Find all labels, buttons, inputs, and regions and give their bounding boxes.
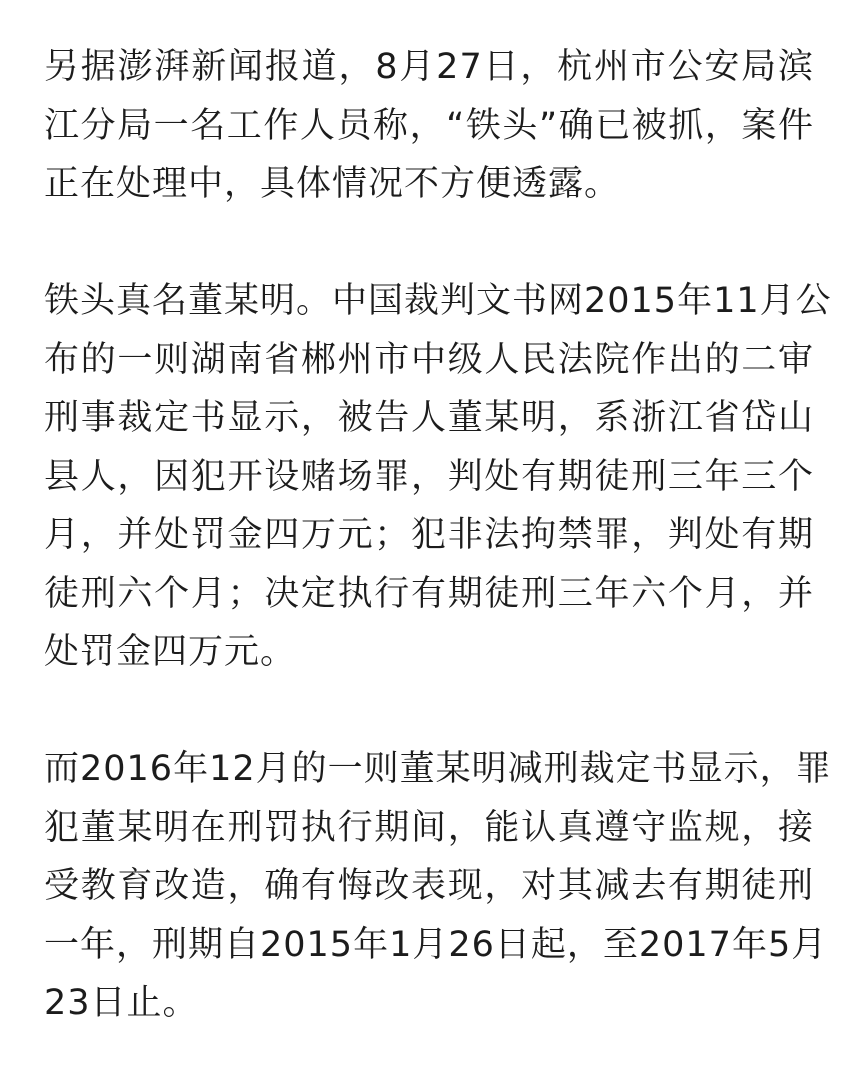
- paragraph-sentence-reduction-2016: [44, 740, 832, 1033]
- paragraph-court-ruling-2015: [44, 272, 832, 682]
- text-line: 铁头真名董某明。中国裁判文书网2015年11月公: [44, 281, 832, 321]
- text-line: 刑事裁定书显示，被告人董某明，系浙江省岱山: [44, 398, 814, 438]
- paragraph-spacer: [44, 214, 814, 273]
- text-line: 布的一则湖南省郴州市中级人民法院作出的二审: [44, 339, 814, 380]
- text-line: 江分局一名工作人员称，“铁头”确已被抓，案件: [44, 105, 814, 146]
- text-line: 月，并处罚金四万元；犯非法拘禁罪，判处有期: [44, 515, 814, 555]
- text-line: 正在处理中，具体情况不方便透露。: [44, 164, 621, 204]
- text-line: 另据澎湃新闻报道，8月27日，杭州市公安局滨: [44, 47, 814, 87]
- text-line: 犯董某明在刑罚执行期间，能认真遵守监规，接: [44, 807, 814, 848]
- paragraph-police-statement: [44, 38, 814, 214]
- text-line: 而2016年12月的一则董某明减刑裁定书显示，罪: [44, 749, 832, 789]
- text-line: 处罚金四万元。: [44, 632, 297, 672]
- text-line: 徒刑六个月；决定执行有期徒刑三年六个月，并: [44, 573, 814, 614]
- text-line: 受教育改造，确有悔改表现，对其减去有期徒刑: [44, 866, 814, 906]
- paragraph-spacer: [44, 682, 814, 741]
- text-line: 一年，刑期自2015年1月26日起，至2017年5月: [44, 924, 828, 965]
- text-line: 23日止。: [44, 983, 199, 1023]
- article-body: [44, 38, 832, 1033]
- text-line: 县人，因犯开设赌场罪，判处有期徒刑三年三个: [44, 456, 814, 497]
